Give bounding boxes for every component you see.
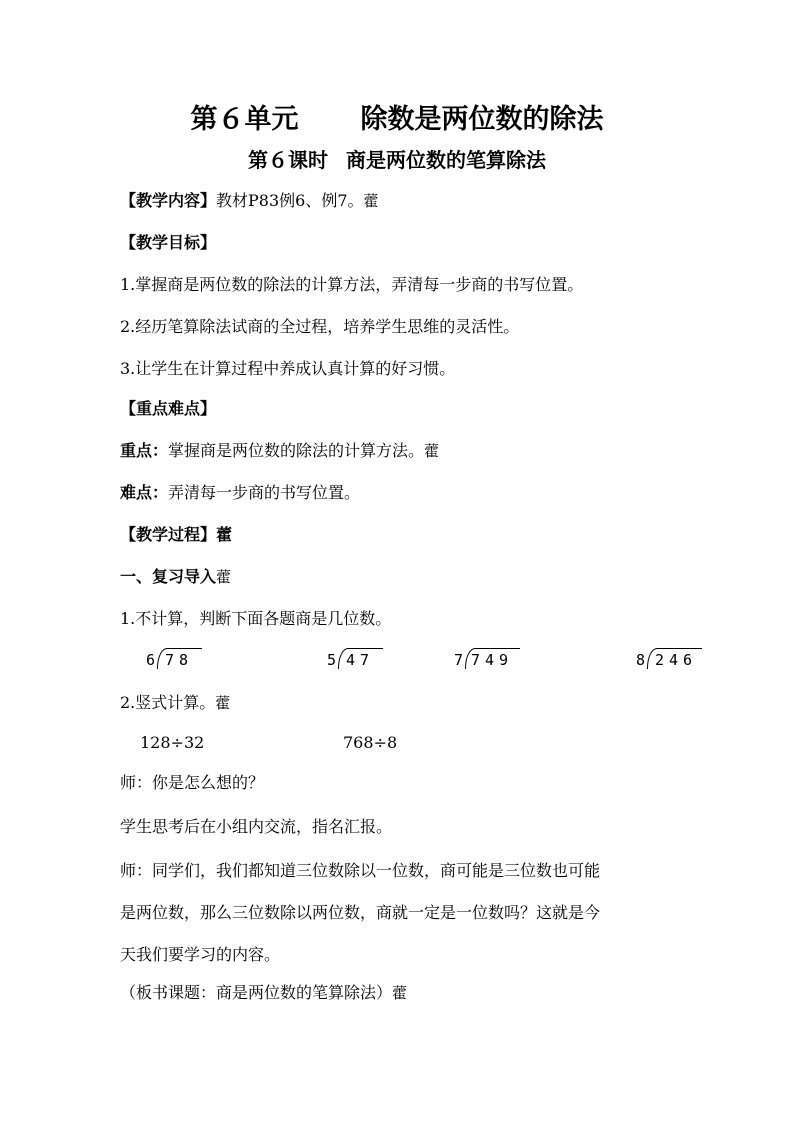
teacher-talk-line-3: 天我们要学习的内容。	[120, 945, 281, 964]
divisor: 5	[327, 651, 337, 669]
board-note-text: （板书课题：商是两位数的笔算除法）	[120, 983, 393, 1002]
calc-expression-2: 768÷8	[343, 733, 398, 752]
lesson-title	[0, 145, 794, 175]
process-heading-text: 【教学过程】	[120, 525, 217, 544]
section-review-title: 一、复习导入	[120, 567, 217, 586]
teaching-content-label: 【教学内容】	[120, 191, 217, 210]
dividend: 246	[655, 651, 698, 669]
goals-heading: 【教学目标】	[120, 233, 217, 252]
content-mark: 藿	[363, 192, 379, 210]
key-point	[120, 440, 439, 462]
teaching-content-text: 教材P83例6、例7。	[216, 191, 364, 210]
student-activity: 学生思考后在小组内交流，指名汇报。	[120, 817, 393, 836]
teacher-talk-line-1: 师：同学们，我们都知道三位数除以一位数，商可能是三位数也可能	[120, 861, 601, 880]
goal-item-3: 3.让学生在计算过程中养成认真计算的好习惯。	[120, 359, 456, 378]
long-division-1	[146, 648, 206, 672]
dividend: 47	[346, 651, 375, 669]
board-note	[120, 982, 407, 1004]
divisor: 6	[146, 651, 156, 669]
question-1: 1.不计算，判断下面各题商是几位数。	[120, 609, 392, 628]
question-2-text: 2.竖式计算。	[120, 693, 216, 712]
long-division-3	[454, 648, 520, 672]
divisor: 8	[636, 651, 646, 669]
difficult-point-label: 难点：	[120, 483, 169, 502]
key-point-label: 重点：	[120, 441, 169, 460]
calc-expression-1: 128÷32	[140, 733, 205, 752]
teacher-question: 师：你是怎么想的？	[120, 773, 265, 792]
teacher-talk-line-2: 是两位数，那么三位数除以两位数，商就一定是一位数吗？这就是今	[120, 903, 601, 922]
process-heading	[120, 524, 232, 546]
question-2-mark: 藿	[215, 694, 231, 712]
difficult-point-text: 弄清每一步商的书写位置。	[168, 483, 361, 502]
key-point-text: 掌握商是两位数的除法的计算方法。	[168, 441, 425, 460]
board-note-mark: 藿	[392, 984, 408, 1002]
teaching-content	[120, 190, 379, 212]
lesson-number: 第６课时	[248, 148, 328, 172]
lesson-name: 商是两位数的笔算除法	[346, 148, 546, 172]
dividend: 78	[165, 651, 194, 669]
key-point-mark: 藿	[424, 442, 440, 460]
section-review	[120, 566, 231, 588]
goal-item-1: 1.掌握商是两位数的除法的计算方法，弄清每一步商的书写位置。	[120, 275, 584, 294]
section-review-mark: 藿	[216, 568, 232, 586]
unit-name: 除数是两位数的除法	[360, 104, 604, 135]
unit-number: 第６单元	[190, 104, 299, 135]
divisor: 7	[454, 651, 464, 669]
key-points-heading: 【重点难点】	[120, 399, 217, 418]
long-division-4	[636, 648, 702, 672]
goal-item-2: 2.经历笔算除法试商的全过程，培养学生思维的灵活性。	[120, 317, 520, 336]
process-heading-mark: 藿	[216, 525, 233, 544]
question-2	[120, 692, 230, 714]
long-division-2	[327, 648, 387, 672]
dividend: 749	[471, 651, 514, 669]
unit-title	[0, 102, 794, 138]
difficult-point	[120, 482, 360, 504]
